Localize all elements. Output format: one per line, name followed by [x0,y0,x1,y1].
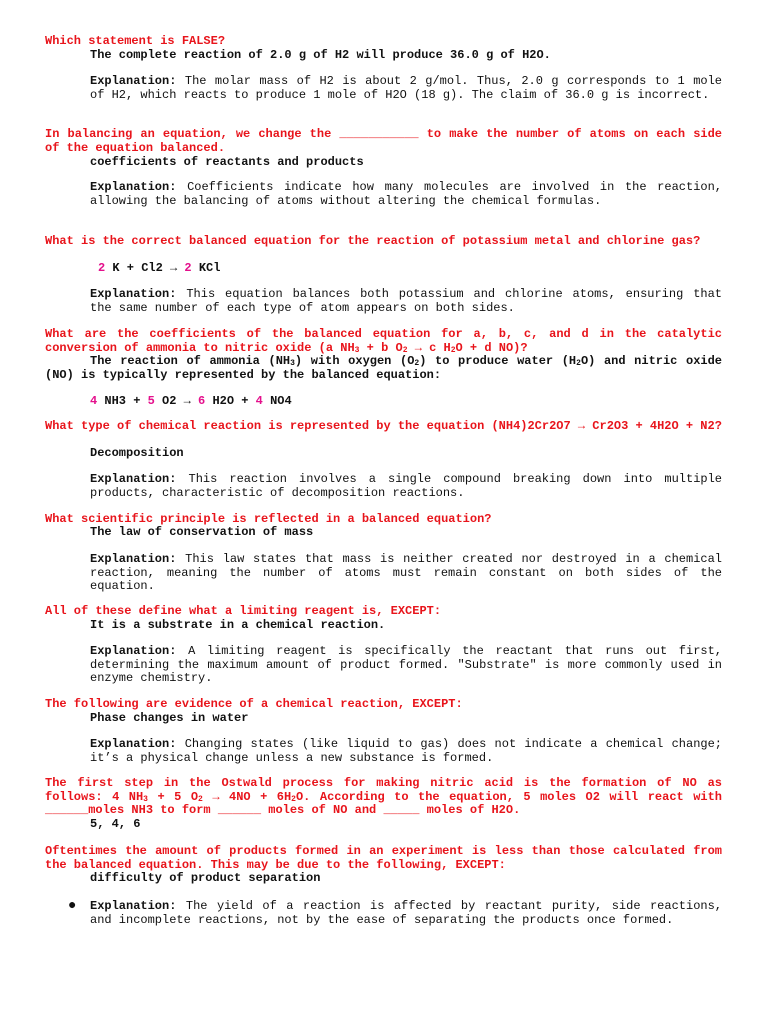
explanation-label: Explanation: [90,644,177,658]
coefficient: 2 [98,261,106,275]
explanation-8 [90,738,722,765]
answer-6: The law of conservation of mass [90,525,314,539]
explanation-label: Explanation: [90,737,177,751]
answer-8: Phase changes in water [90,711,249,725]
explanation-5 [90,473,722,500]
answer-9: 5, 4, 6 [90,817,141,831]
question-5: What type of chemical reaction is represented by the equation (NH4)2Cr2O7 → Cr2O3 + 4H2O + N2? [45,419,722,433]
explanation-text: This law states that mass is neither created nor destroyed in a chemical reaction, meaning the number of atoms must remain constant on both sides of the equation. [90,552,723,594]
explanation-3 [90,288,722,315]
explanation-7 [90,645,722,686]
answer-4-equation: 4 NH3 + 5 O2 → 6 H2O + 4 NO4 [90,394,292,408]
answer-2: coefficients of reactants and products [90,155,364,169]
explanation-text: The molar mass of H2 is about 2 g/mol. Thus, 2.0 g corresponds to 1 mole of H2, which reacts to produce 1 mole of H2O (18 g). The claim of 36.0 g is incorrect. [90,74,723,102]
explanation-label: Explanation: [90,287,177,301]
question-9: The first step in the Ostwald process for making nitric acid is the formation of NO as follows: 4 $NH_3 + 5$ $O_2 \to 4NO + 6H_2O$. According to the equation, 5 moles O2 will react with ______moles NH3 to form ______ moles of NO and _____ moles of H2O. [45,776,723,818]
coefficient: 4 [90,394,98,408]
explanation-text: The yield of a reaction is affected by reactant purity, side reactions, and incomplete reactions, not by the ease of separating the products once formed. [90,899,722,927]
explanation-1 [90,75,722,102]
explanation-label: Explanation: [90,552,177,566]
answer-1: The complete reaction of 2.0 g of H2 will produce 36.0 g of H2O. [90,48,551,62]
question-10: Oftentimes the amount of products formed in an experiment is less than those calculated from the balanced equation. This may be due to the following, EXCEPT: [45,844,722,872]
coefficient: 4 [255,394,263,408]
explanation-text: Changing states (like liquid to gas) does not indicate a chemical change; it’s a physical change unless a new substance is formed. [90,737,723,765]
answer-10: difficulty of product separation [90,871,321,885]
bullet-icon: ● [68,898,77,914]
answer-3-equation: 2 K + Cl2 → 2 KCl [98,261,221,275]
question-4: What are the coefficients of the balanced equation for a, b, c, and d in the catalytic conversion of ammonia to nitric oxide (a $NH_3 + b$ $O_2 \to c$ $H_2O + d$ NO)? [45,327,722,355]
explanation-label: Explanation: [90,180,177,194]
question-8: The following are evidence of a chemical reaction, EXCEPT: [45,697,463,711]
explanation-text: This reaction involves a single compound breaking down into multiple products, characteristic of decomposition reactions. [90,472,722,500]
question-3: What is the correct balanced equation for the reaction of potassium metal and chlorine gas? [45,234,701,248]
explanation-label: Explanation: [90,472,177,486]
explanation-6 [90,553,722,594]
question-7: All of these define what a limiting reagent is, EXCEPT: [45,604,442,618]
explanation-text: This equation balances both potassium and chlorine atoms, ensuring that the same number of each type of atom appears on both sides. [90,287,722,315]
coefficient: 6 [198,394,206,408]
explanation-2 [90,181,722,208]
explanation-10 [90,900,722,927]
answer-7: It is a substrate in a chemical reaction. [90,618,386,632]
explanation-label: Explanation: [90,74,177,88]
answer-4: The reaction of ammonia $(NH_3)$ with oxygen $(O_2)$ to produce water $(H_2O)$ and nitric oxide (NO) is typically represented by the balanced equation: [45,354,723,382]
coefficient: 2 [184,261,192,275]
explanation-text: Coefficients indicate how many molecules are involved in the reaction, allowing the balancing of atoms without altering the chemical formulas. [90,180,722,208]
question-1: Which statement is FALSE? [45,34,226,48]
explanation-label: Explanation: [90,899,177,913]
answer-5: Decomposition [90,446,184,460]
question-6: What scientific principle is reflected in a balanced equation? [45,512,492,526]
explanation-text: A limiting reagent is specifically the reactant that runs out first, determining the maximum amount of product formed. "Substrate" is more commonly used in enzyme chemistry. [90,644,723,686]
coefficient: 5 [147,394,155,408]
question-2: In balancing an equation, we change the ___________ to make the number of atoms on each side of the equation balanced. [45,127,722,155]
